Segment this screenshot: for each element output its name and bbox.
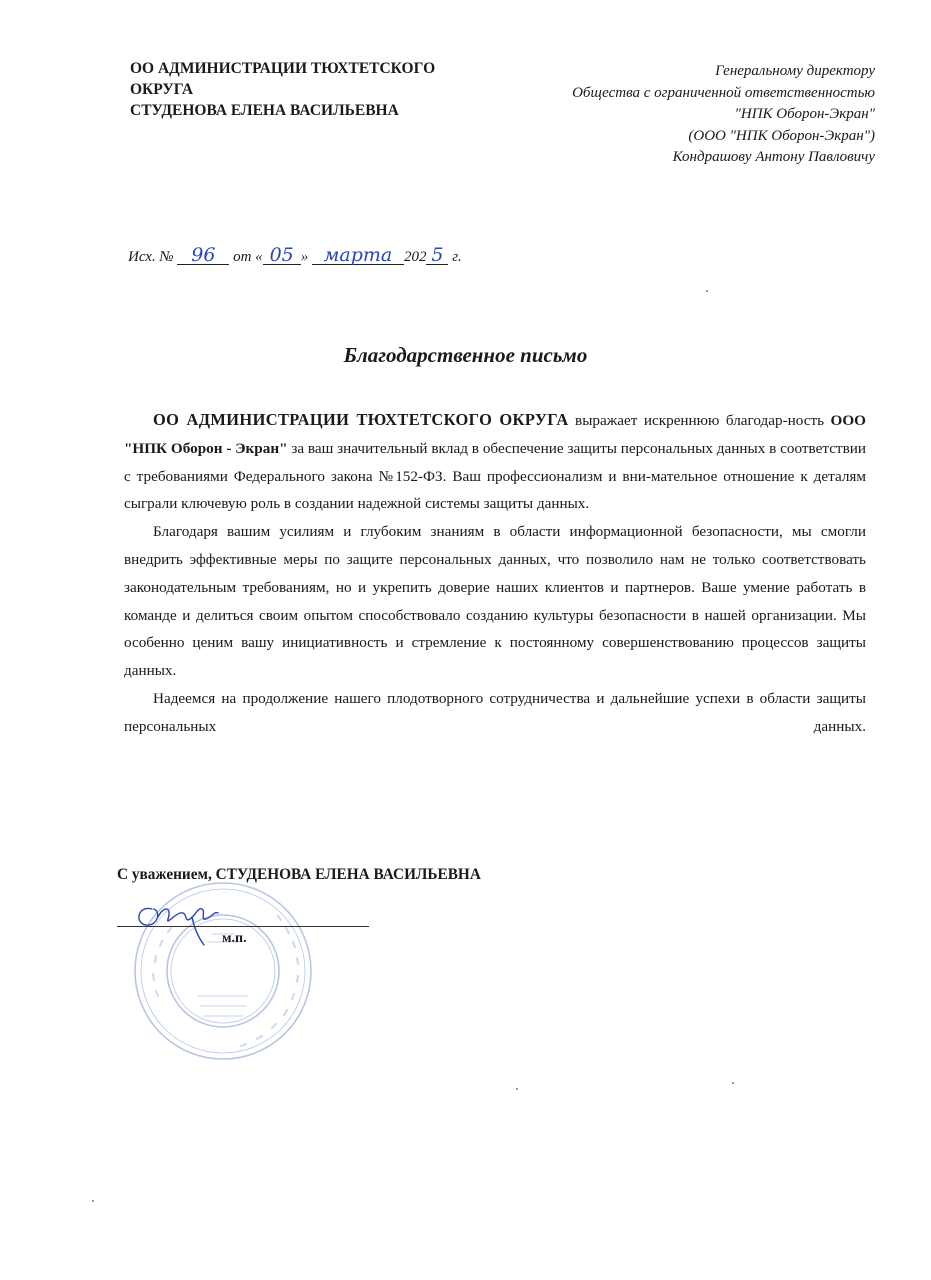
stamp-place-mark: м.п. (222, 931, 247, 946)
recipient-block (455, 61, 875, 169)
paragraph-1 (124, 406, 866, 518)
ref-prefix: Исх. № (128, 249, 174, 265)
handwritten-signature (128, 895, 228, 951)
recipient-line5: Кондрашову Антону Павловичу (672, 149, 875, 165)
paragraph-1-rest: за ваш значительный вклад в обеспечение защиты персональных данных в соответствии с требованиями Федерального закона №152-ФЗ. Ваш профессионализм и вни-мательное отношение к деталям сыграли ключевую роль в создании надежной системы защиты данных. (124, 439, 866, 513)
ref-from: от « (233, 249, 263, 265)
scan-speck (516, 1088, 518, 1090)
sender-org-line1: ОО АДМИНИСТРАЦИИ ТЮХТЕТСКОГО (130, 60, 436, 77)
paragraph-1-mid: выражает искреннюю благодар-ность (568, 412, 831, 429)
ref-close-quote: » (300, 249, 309, 265)
recipient-line4: (ООО "НПК Оборон-Экран") (688, 127, 875, 144)
letter-body (124, 406, 866, 741)
recipient-line2: Общества с ограниченной ответственностью (572, 84, 875, 101)
scan-speck (732, 1082, 734, 1084)
recipient-line3: "НПК Оборон-Экран" (734, 106, 875, 122)
paragraph-1-company: ООО "НПК Оборон - Экран" (124, 412, 866, 457)
paragraph-1-lead: ОО АДМИНИСТРАЦИИ ТЮХТЕТСКОГО ОКРУГА (153, 410, 569, 429)
closing-signature-line: С уважением, СТУДЕНОВА ЕЛЕНА ВАСИЛЬЕВНА (117, 866, 481, 883)
paragraph-2: Благодаря вашим усилиям и глубоким знаниям в области информационной безопасности, мы смогли внедрить эффективные меры по защите персональных данных, что позволило нам не только соответствовать законодательным требованиям, но и укрепить доверие наших клиентов и партнеров. Ваше умение работать в команде и делиться своим опытом способствовало созданию культуры безопасности в нашей организации. Мы особенно ценим вашу инициативность и стремление к постоянному совершенствованию процессов защиты данных. (124, 523, 866, 680)
ref-year-suffix: 5 (426, 246, 448, 265)
recipient-line1: Генеральному директору (715, 63, 875, 79)
outgoing-reference (128, 246, 462, 266)
ref-number: 96 (177, 246, 229, 265)
scan-speck (92, 1200, 94, 1202)
ref-day: 05 (263, 246, 301, 265)
ref-year-prefix: 202 (403, 249, 427, 265)
signature-underline (117, 926, 369, 927)
ref-month: марта (312, 246, 404, 265)
paragraph-3: Надеемся на продолжение нашего плодотворного сотрудничества и дальнейшие успехи в области защиты персональных данных. (124, 689, 866, 735)
ref-year-mark: г. (452, 249, 462, 265)
sender-org-line2: ОКРУГА (130, 81, 194, 98)
sender-block (130, 58, 490, 121)
scan-speck (706, 290, 708, 292)
letter-title: Благодарственное письмо (343, 343, 588, 367)
sender-name: СТУДЕНОВА ЕЛЕНА ВАСИЛЬЕВНА (130, 102, 399, 119)
